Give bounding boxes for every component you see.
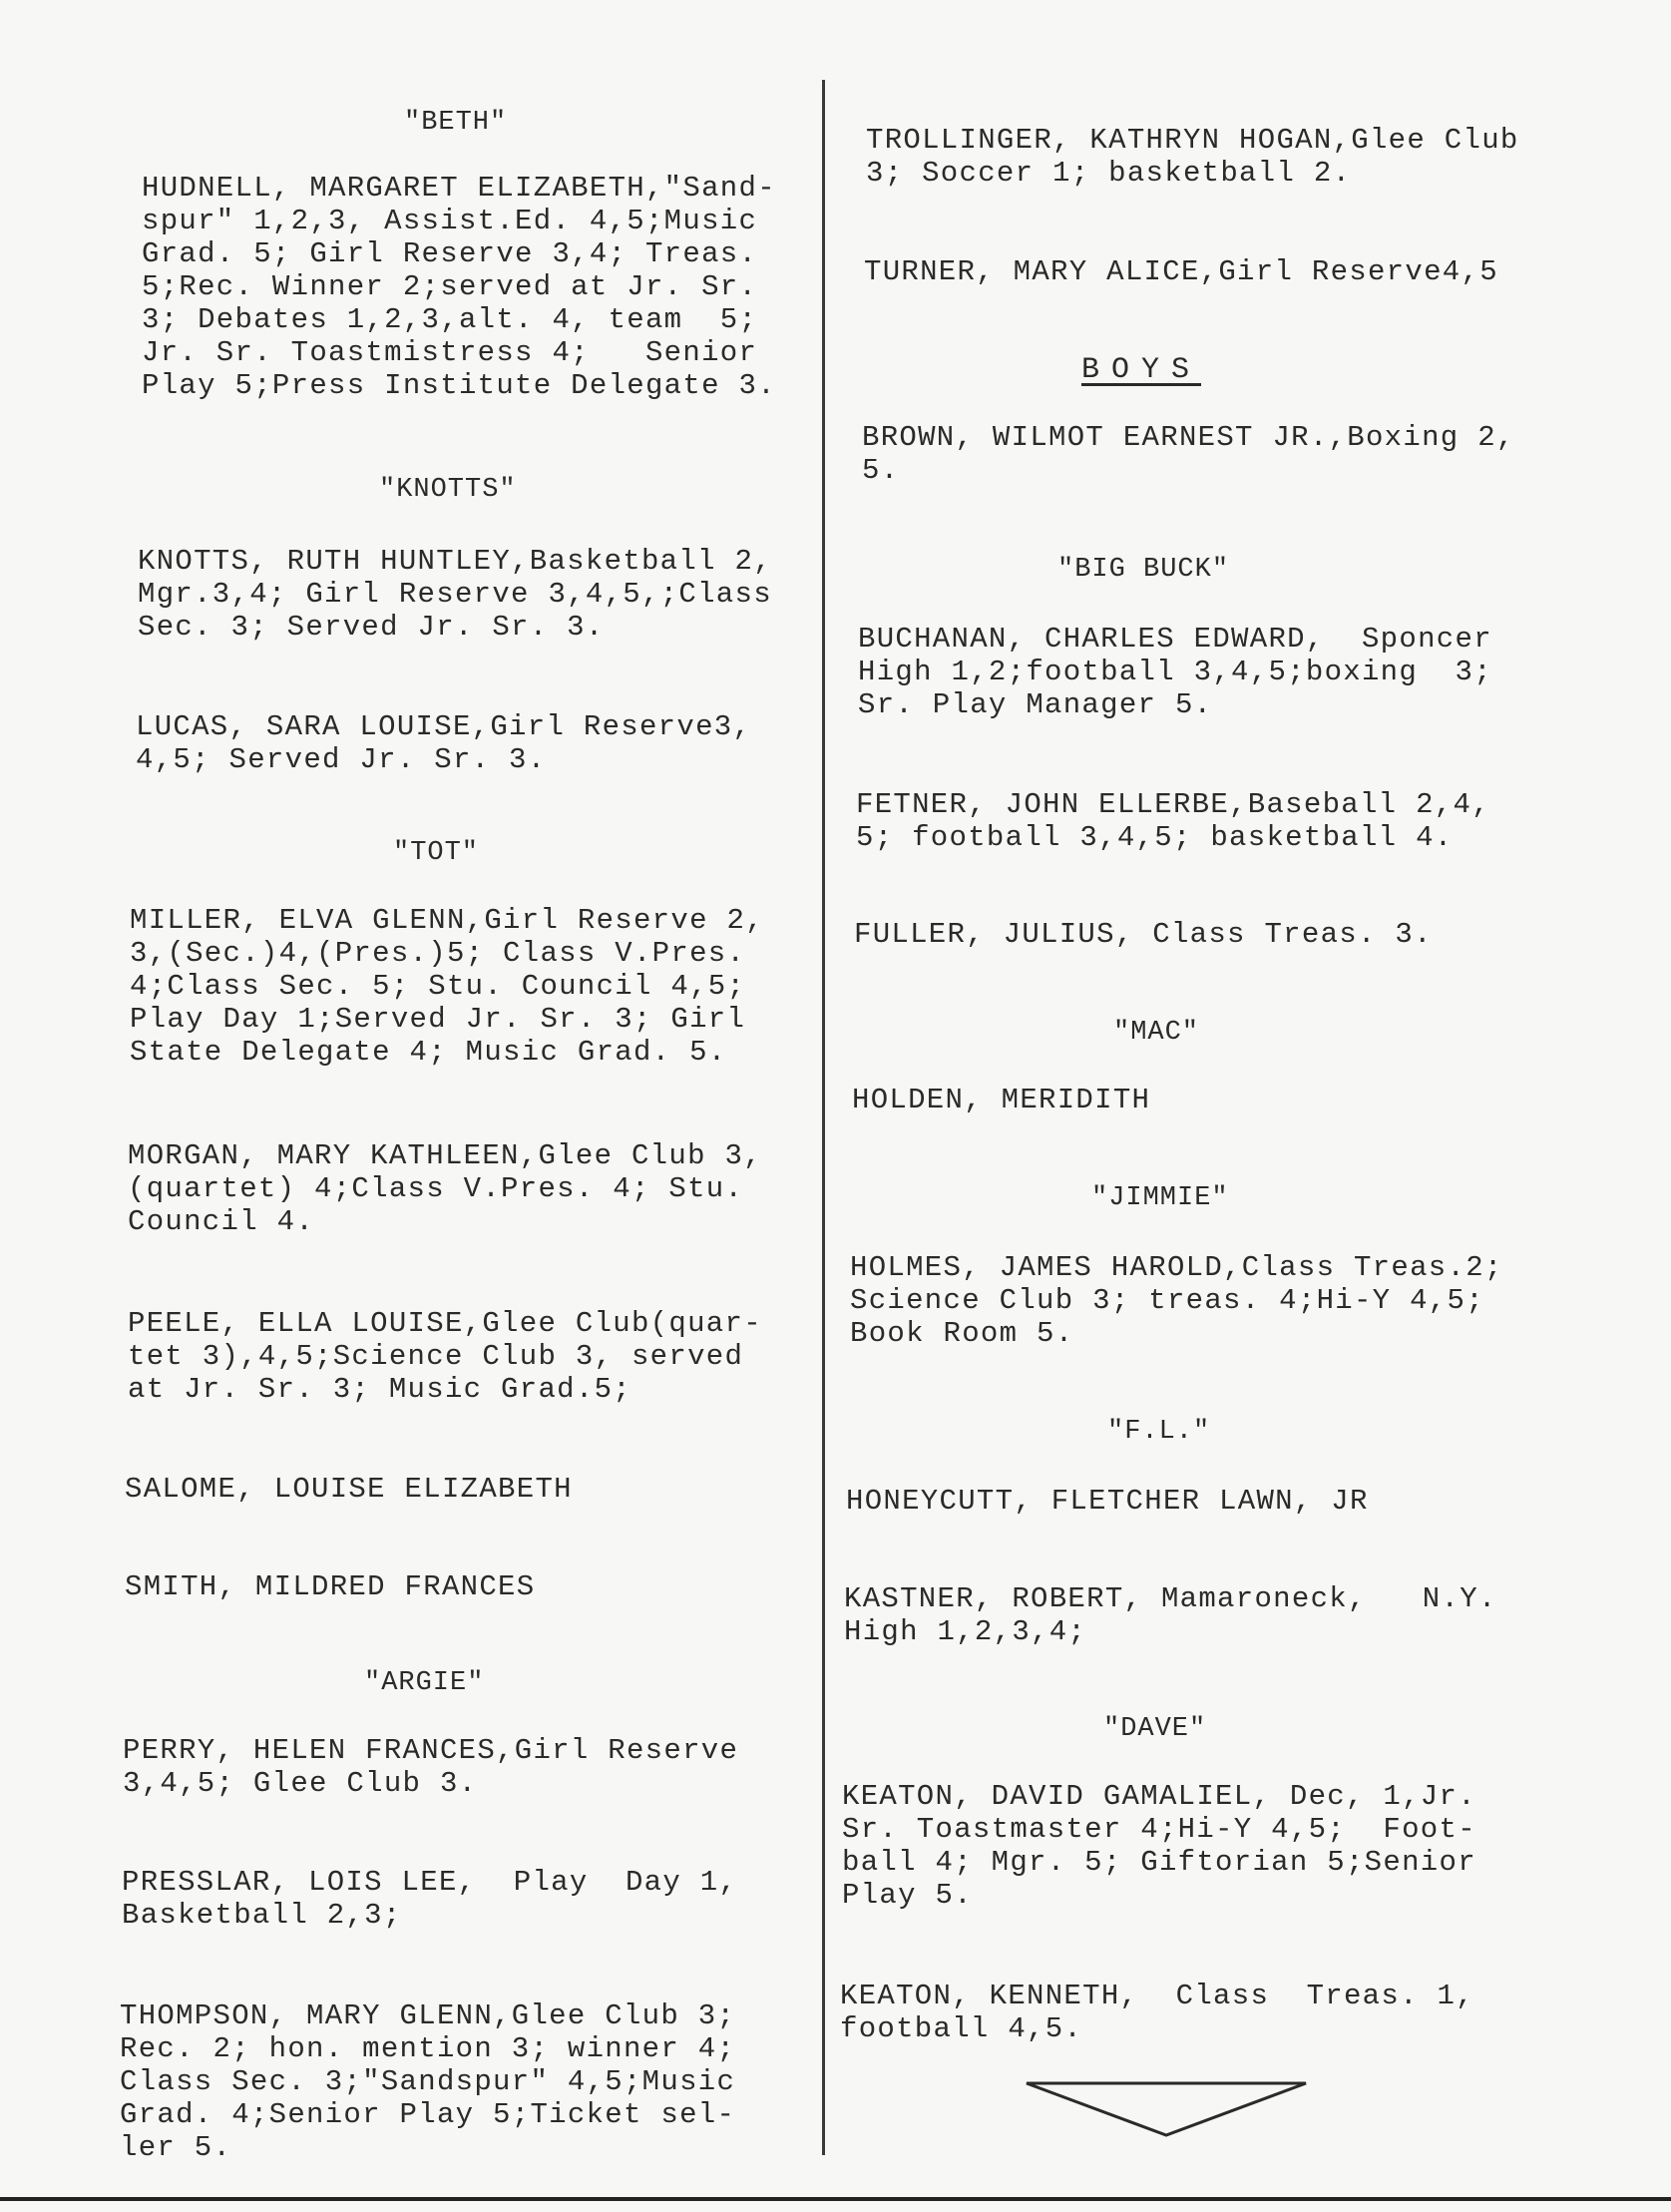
entry-lucas: LUCAS, SARA LOUISE,Girl Reserve3, 4,5; Served Jr. Sr. 3. (136, 710, 752, 776)
nickname-mac: "MAC" (1113, 1018, 1200, 1048)
entry-fetner: FETNER, JOHN ELLERBE,Baseball 2,4, 5; football 3,4,5; basketball 4. (856, 788, 1490, 854)
column-divider (822, 80, 825, 2155)
nickname-jimmie: "JIMMIE" (1091, 1183, 1229, 1213)
entry-peele: PEELE, ELLA LOUISE,Glee Club(quar- tet 3),4,5;Science Club 3, served at Jr. Sr. 3; Music Grad.5; (128, 1307, 762, 1406)
entry-turner: TURNER, MARY ALICE,Girl Reserve4,5 (864, 255, 1498, 288)
boys-heading: BOYS (1081, 353, 1202, 387)
nickname-beth: "BETH" (404, 108, 508, 138)
entry-knotts: KNOTTS, RUTH HUNTLEY,Basketball 2, Mgr.3,4; Girl Reserve 3,4,5,;Class Sec. 3; Served Jr. Sr. 3. (138, 545, 772, 644)
entry-fuller: FULLER, JULIUS, Class Treas. 3. (854, 918, 1433, 951)
entry-keaton-david: KEATON, DAVID GAMALIEL, Dec, 1,Jr. Sr. Toastmaster 4;Hi-Y 4,5; Foot- ball 4; Mgr. 5; Giftorian 5;Senior Play 5. (842, 1780, 1476, 1912)
nickname-knotts: "KNOTTS" (379, 475, 517, 505)
entry-buchanan: BUCHANAN, CHARLES EDWARD, Sponcer High 1,2;football 3,4,5;boxing 3; Sr. Play Manager 5. (858, 623, 1492, 721)
entry-salome: SALOME, LOUISE ELIZABETH (125, 1473, 573, 1506)
entry-honeycutt: HONEYCUTT, FLETCHER LAWN, JR (846, 1485, 1369, 1518)
entry-smith: SMITH, MILDRED FRANCES (125, 1570, 536, 1603)
nickname-fl: "F.L." (1107, 1417, 1211, 1447)
entry-perry: PERRY, HELEN FRANCES,Girl Reserve 3,4,5; Glee Club 3. (123, 1734, 739, 1800)
entry-brown: BROWN, WILMOT EARNEST JR.,Boxing 2, 5. (862, 421, 1515, 487)
entry-holden: HOLDEN, MERIDITH (852, 1084, 1151, 1116)
entry-presslar: PRESSLAR, LOIS LEE, Play Day 1, Basketball 2,3; (122, 1866, 738, 1932)
entry-trollinger: TROLLINGER, KATHRYN HOGAN,Glee Club 3; Soccer 1; basketball 2. (866, 124, 1519, 190)
nickname-tot: "TOT" (393, 838, 480, 868)
page-bottom-edge (0, 2197, 1671, 2201)
entry-kastner: KASTNER, ROBERT, Mamaroneck, N.Y. High 1,2,3,4; (844, 1582, 1497, 1648)
entry-holmes: HOLMES, JAMES HAROLD,Class Treas.2; Science Club 3; treas. 4;Hi-Y 4,5; Book Room 5. (850, 1251, 1503, 1350)
entry-hudnell: HUDNELL, MARGARET ELIZABETH,"Sand- spur" 1,2,3, Assist.Ed. 4,5;Music Grad. 5; Girl Reserve 3,4; Treas. 5;Rec. Winner 2;served at Jr. Sr. 3; Debates 1,2,3,alt. 4, team 5; Jr. Sr. Toastmistress 4; Senior Play 5;Press Institute Delegate 3. (142, 172, 776, 402)
nickname-big-buck: "BIG BUCK" (1057, 555, 1230, 585)
entry-morgan: MORGAN, MARY KATHLEEN,Glee Club 3, (quartet) 4;Class V.Pres. 4; Stu. Council 4. (128, 1139, 762, 1238)
entry-thompson: THOMPSON, MARY GLENN,Glee Club 3; Rec. 2; hon. mention 3; winner 4; Class Sec. 3;"Sandspur" 4,5;Music Grad. 4;Senior Play 5;Ticket sel- ler 5. (120, 1999, 736, 2164)
nickname-dave: "DAVE" (1103, 1714, 1207, 1744)
continue-arrow-icon (1023, 2079, 1312, 2139)
nickname-argie: "ARGIE" (364, 1668, 485, 1698)
entry-keaton-kenneth: KEATON, KENNETH, Class Treas. 1, football 4,5. (840, 1980, 1474, 2045)
entry-miller: MILLER, ELVA GLENN,Girl Reserve 2, 3,(Sec.)4,(Pres.)5; Class V.Pres. 4;Class Sec. 5; Stu. Council 4,5; Play Day 1;Served Jr. Sr. 3; Girl State Delegate 4; Music Grad. 5. (130, 904, 764, 1069)
